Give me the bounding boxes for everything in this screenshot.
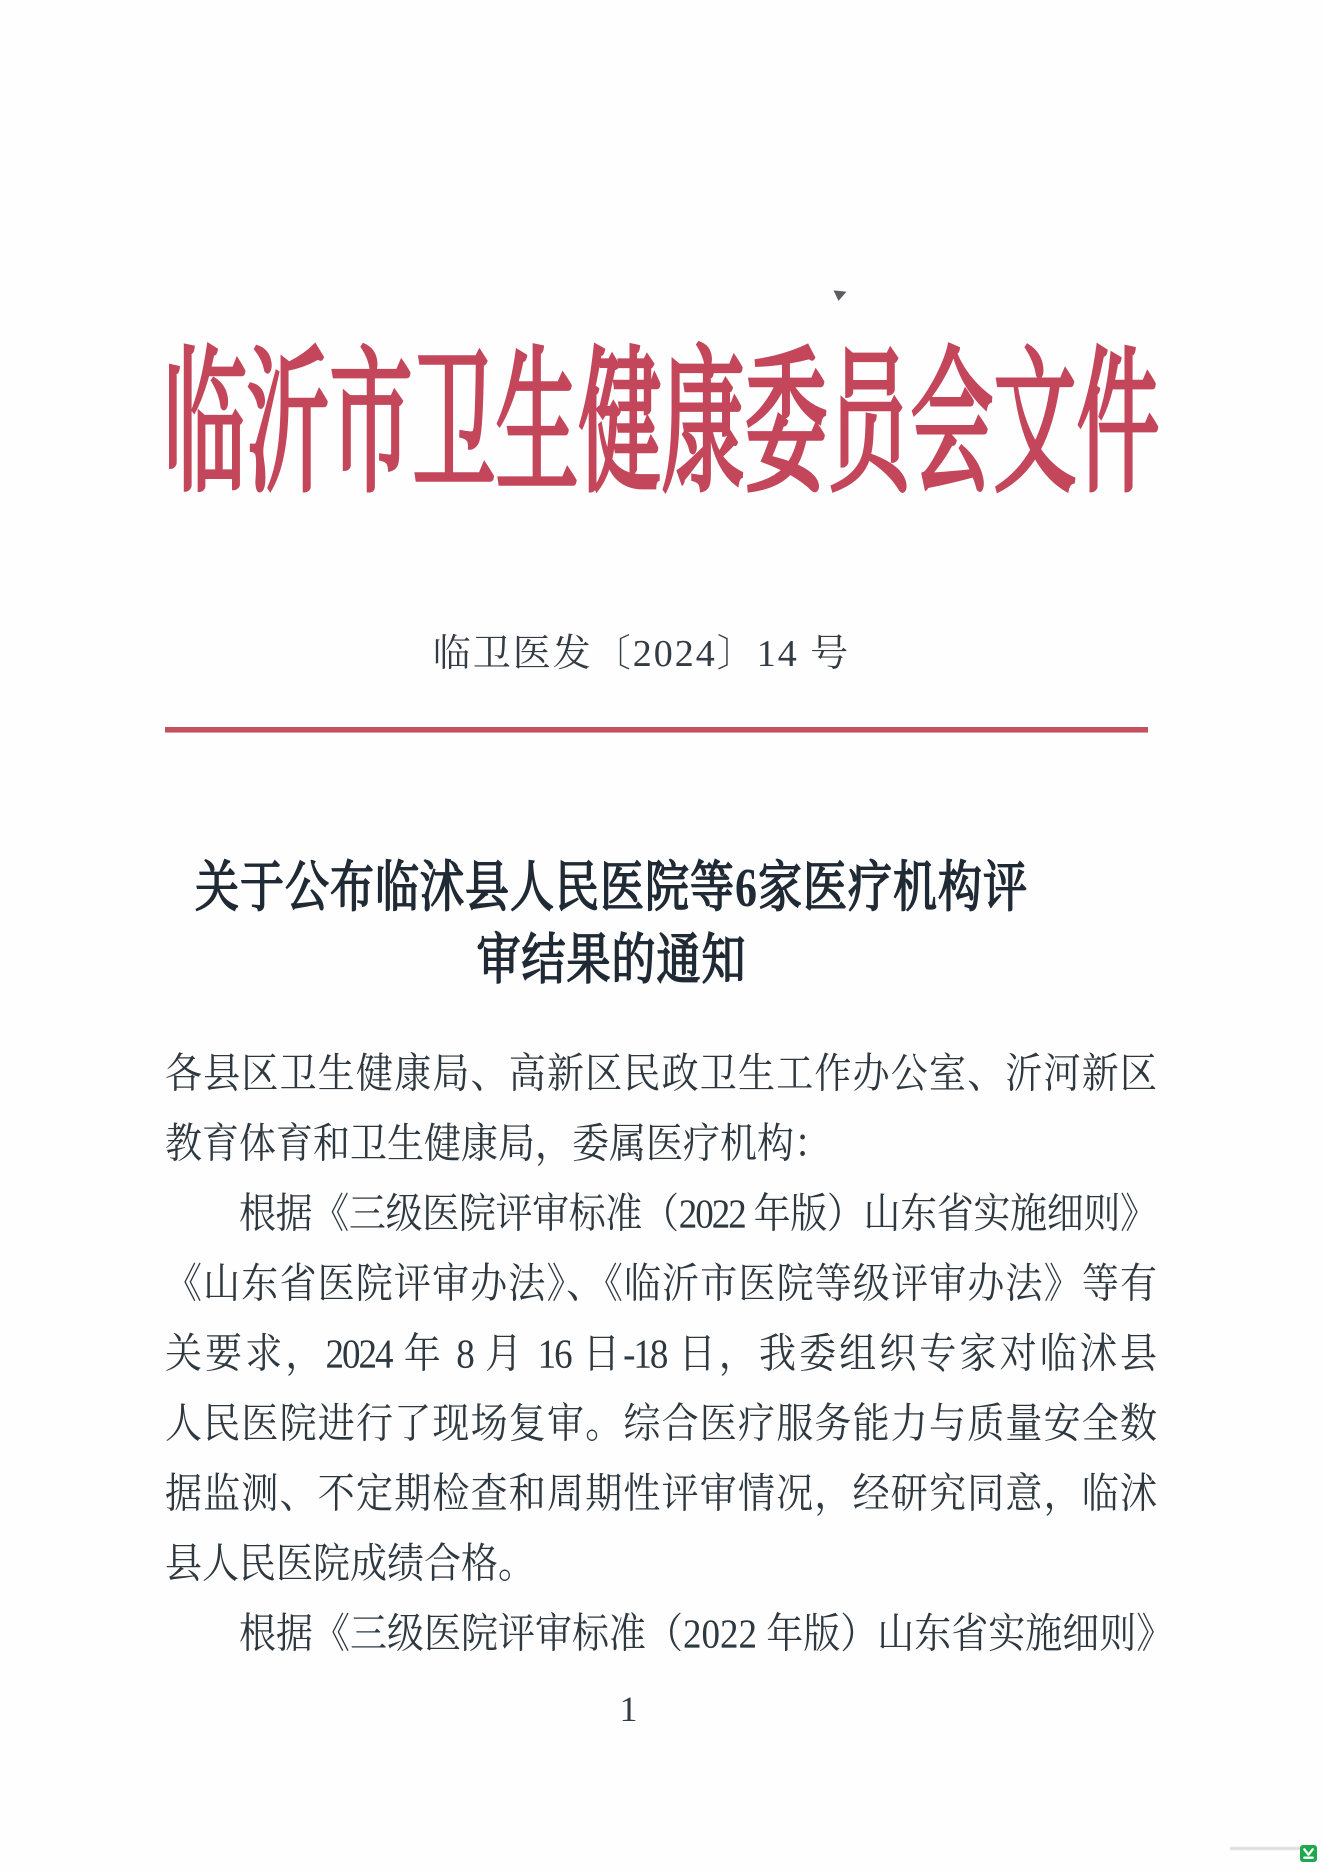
body-line: 县人民医院成绩合格。 (165, 1541, 535, 1588)
body-line: 教育体育和卫生健康局，委属医疗机构： (165, 1121, 831, 1168)
download-icon (1302, 1847, 1315, 1860)
notice-title (0, 852, 1273, 997)
body-line: 《山东省医院评审办法》、《临沂市医院等级评审办法》等有 (165, 1261, 1155, 1308)
body-line: 根据《三级医院评审标准（2022 年版）山东省实施细则》 (239, 1191, 1155, 1238)
body-text (165, 1040, 1174, 1670)
document-number: 临卫医发〔2024〕14 号 (432, 633, 851, 675)
notice-title-line1: 关于公布临沭县人民医院等6家医疗机构评 (195, 857, 1028, 919)
agency-header-title: 临沂市卫生健康委员会文件 (163, 337, 1160, 512)
body-line: 各县区卫生健康局、高新区民政卫生工作办公室、沂河新区 (165, 1051, 1155, 1098)
download-badge[interactable] (1300, 1845, 1317, 1862)
page-number: 1 (619, 1689, 638, 1729)
scan-edge-artifact (1230, 1847, 1302, 1850)
body-line: 人民医院进行了现场复审。综合医疗服务能力与质量安全数 (165, 1401, 1155, 1448)
notice-title-line2: 审结果的通知 (476, 929, 747, 991)
body-line: 据监测、不定期检查和周期性评审情况，经研究同意，临沭 (165, 1471, 1155, 1518)
body-line: 关要求，2024 年 8 月 16 日-18 日，我委组织专家对临沭县 (165, 1331, 1155, 1378)
body-line: 根据《三级医院评审标准（2022 年版）山东省实施细则》 (239, 1611, 1174, 1658)
scan-speck-artifact (833, 290, 847, 301)
red-divider-rule (165, 727, 1148, 732)
